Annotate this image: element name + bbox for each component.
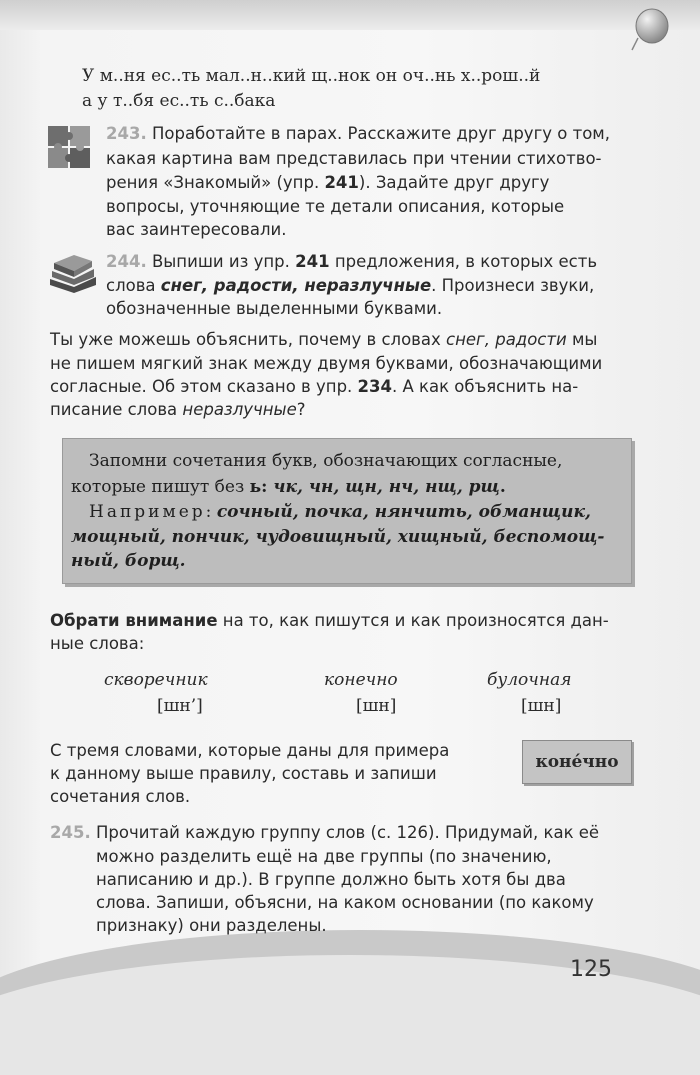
ex243-line-2: какая картина вам представилась при чтении стихотво- <box>106 149 602 168</box>
ex243-line-5: вас заинтересовали. <box>106 220 287 239</box>
attention-lead: Обрати внимание <box>50 611 218 630</box>
word-skvorechnik: скворечник <box>104 670 208 690</box>
highlighted-words: снег, радости, неразлучные <box>160 276 432 295</box>
para-line-2: не пишем мягкий знак между двумя буквами, обозначающими <box>50 354 603 373</box>
example-words: сочный, почка, нянчить, обманщик, <box>216 502 591 522</box>
ex243-line-4: вопросы, уточняющие те детали описания, которые <box>106 197 565 216</box>
ex244-text: . Произнеси звуки, <box>431 276 595 295</box>
ex243-line-1 <box>106 124 610 143</box>
word-konechno: конечно <box>324 670 398 690</box>
poem-line-2: а у т..бя ес..ть с..бака <box>82 91 276 111</box>
rule-line-4: мощный, пончик, чудовищный, хищный, беспомощ- <box>71 527 605 547</box>
para-text: согласные. Об этом сказано в упр. <box>50 377 358 396</box>
balloon-icon <box>630 8 670 52</box>
transcription-konechno: [шн] <box>356 696 397 716</box>
para-text: мы <box>566 330 598 349</box>
para-text: ? <box>296 400 306 419</box>
exercise-ref: 234 <box>357 377 392 396</box>
rule-line-1: Запомни сочетания букв, обозначающих согласные, <box>89 451 563 471</box>
ex244-text: предложения, в которых есть <box>329 252 598 271</box>
ex244-text: слова <box>106 276 161 295</box>
attention-text: на то, как пишутся и как произносятся дан- <box>217 611 609 630</box>
attention-line-2: ные слова: <box>50 634 145 653</box>
ex244-line-1 <box>106 252 597 271</box>
ex244-number: 244. <box>106 252 147 271</box>
para-line-1 <box>50 330 597 349</box>
rule-line-3 <box>89 502 591 522</box>
transcription-skvorechnik: [шн’] <box>157 696 203 716</box>
ex243-text: Поработайте в парах. Расскажите друг другу о том, <box>146 124 610 143</box>
example-words: снег, радости <box>446 330 567 349</box>
transcription-bulochnaya: [шн] <box>521 696 562 716</box>
ex243-text: рения «Знакомый» (упр. <box>106 173 325 192</box>
example-label: Например <box>89 502 206 522</box>
ex245-line-1 <box>50 823 599 842</box>
rule-text: . <box>499 477 506 497</box>
ex243-number: 243. <box>106 124 147 143</box>
ex244-text: Выпиши из упр. <box>146 252 296 271</box>
top-band <box>0 0 700 30</box>
rule-box <box>62 438 632 584</box>
ex245-number: 245. <box>50 823 91 842</box>
ex243-text: ). Задайте друг другу <box>358 173 550 192</box>
rule-text: которые пишут без <box>71 477 250 497</box>
stress-word-box: коне́чно <box>522 740 632 784</box>
puzzle-icon <box>44 120 96 172</box>
example-word: неразлучные <box>182 400 297 419</box>
rule-line-2 <box>71 477 506 497</box>
ex243-line-3 <box>106 173 549 192</box>
rule-text: : <box>261 477 274 497</box>
para-text: писание слова <box>50 400 183 419</box>
ex245-text: Прочитай каждую группу слов (с. 126). Придумай, как её <box>90 823 600 842</box>
ex245-line-2: можно разделить ещё на две группы (по значению, <box>96 847 552 866</box>
para-text: . А как объяснить на- <box>391 377 579 396</box>
ex245-line-5: признаку) они разделены. <box>96 916 327 935</box>
books-icon <box>44 253 100 293</box>
ex244-line-3: обозначенные выделенными буквами. <box>106 299 443 318</box>
task-line-3: сочетания слов. <box>50 787 191 806</box>
ex244-line-2 <box>106 276 594 295</box>
ex245-line-4: слова. Запиши, объясни, на каком основании (по какому <box>96 893 594 912</box>
ex245-line-3: написанию и др.). В группе должно быть хотя бы два <box>96 870 566 889</box>
page-number: 125 <box>570 957 612 982</box>
rule-text: : <box>205 502 217 522</box>
word-bulochnaya: булочная <box>487 670 572 690</box>
soft-sign: ь <box>249 477 262 497</box>
exercise-ref: 241 <box>295 252 330 271</box>
rule-line-5: ный, борщ. <box>71 551 186 571</box>
para-text: Ты уже можешь объяснить, почему в словах <box>50 330 447 349</box>
exercise-ref: 241 <box>324 173 359 192</box>
task-line-2: к данному выше правилу, составь и запиши <box>50 764 437 783</box>
para-line-4 <box>50 400 306 419</box>
poem-line-1: У м..ня ес..ть мал..н..кий щ..нок он оч..нь х..рош..й <box>82 66 541 86</box>
para-line-3 <box>50 377 578 396</box>
letter-combos: чк, чн, щн, нч, нщ, рщ <box>273 477 500 497</box>
task-line-1: С тремя словами, которые даны для примера <box>50 741 450 760</box>
attention-line-1 <box>50 611 609 630</box>
